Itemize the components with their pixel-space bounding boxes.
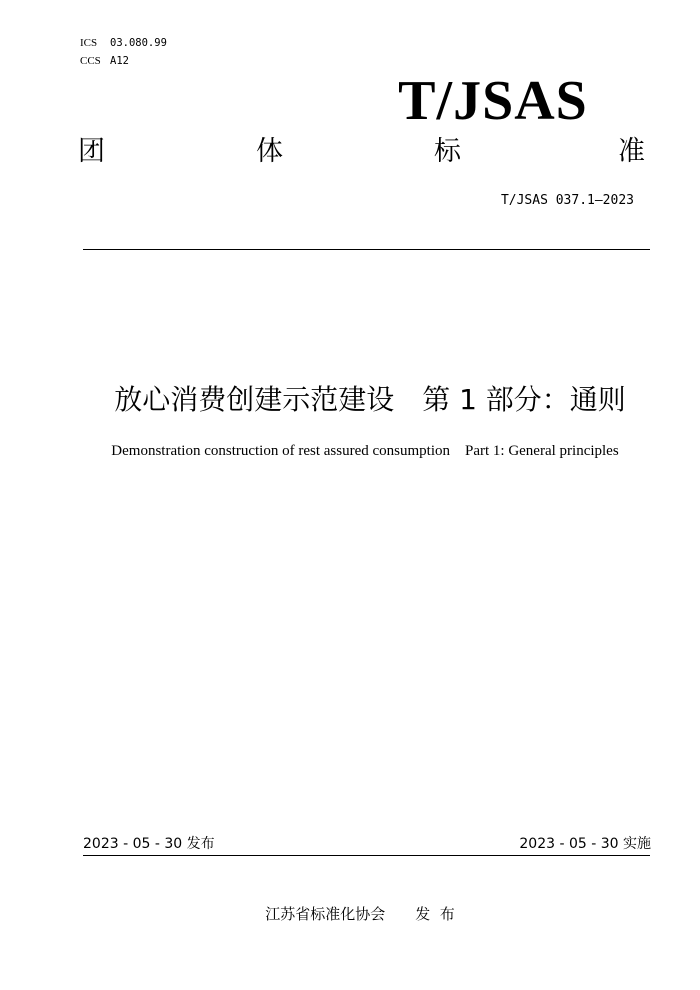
standard-brand-logo: T/JSAS [398,70,588,132]
top-divider [83,249,650,250]
document-title-chinese: 放心消费创建示范建设 第 1 部分：通则 [114,383,626,416]
standard-type-heading [78,134,648,174]
classification-codes [80,34,167,70]
ics-label: ICS [80,37,98,49]
standard-type-char: 体 [256,136,283,167]
ics-code: 03.080.99 [110,37,167,49]
implementation-date: 2023 - 05 - 30 实施 [519,836,651,852]
ccs-label: CCS [80,55,101,67]
ccs-code: A12 [110,55,129,67]
ics-line [80,34,167,52]
standard-type-char: 团 [78,136,105,167]
publisher: 江苏省标准化协会 发 布 [265,905,455,923]
document-title-english: Demonstration construction of rest assured consumption Part 1: General principles [111,443,619,459]
bottom-divider [83,855,650,856]
standard-code: T/JSAS 037.1—2023 [500,193,634,208]
issue-date: 2023 - 05 - 30 发布 [83,836,215,852]
ccs-line [80,52,167,70]
standard-type-char: 标 [434,136,461,167]
standard-type-char: 准 [618,136,645,167]
